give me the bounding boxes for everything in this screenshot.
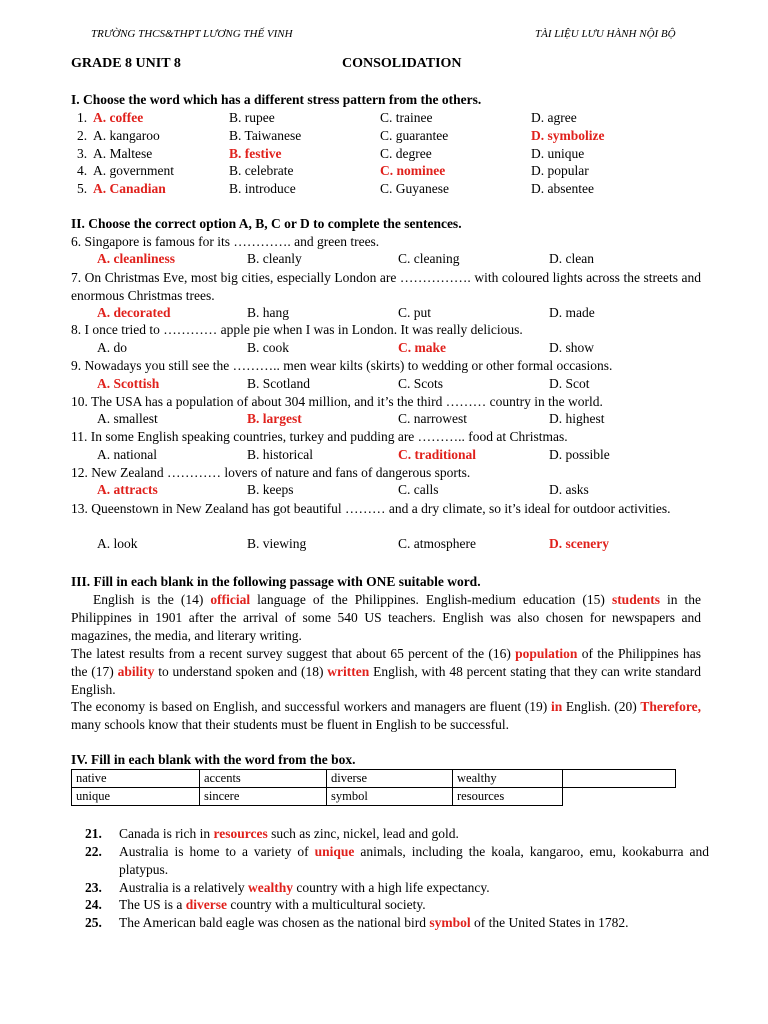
word-box [71, 769, 676, 806]
item-text-part: animals, including the koala, kangaroo, emu, kookaburra and platypus. [119, 844, 709, 877]
option-c: C. trainee [380, 110, 433, 125]
options-row [0, 251, 768, 269]
item-text [119, 896, 709, 914]
stress-question-row [0, 163, 768, 181]
question-12: 12. New Zealand ………… lovers of nature and fans of dangerous sports. [71, 465, 471, 480]
question-10: 10. The USA has a population of about 304 million, and it’s the third ……… country in the world. [71, 394, 603, 409]
option-d: D. made [549, 305, 595, 320]
question-number: 5. [77, 181, 88, 196]
option-b: B. cook [247, 340, 289, 355]
word-cell: accents [200, 770, 327, 788]
option-c: C. make [398, 340, 446, 355]
option-a: A. government [93, 163, 174, 178]
option-b: B. keeps [247, 482, 294, 497]
option-d: D. symbolize [531, 128, 605, 143]
fill-item-22 [85, 843, 709, 879]
item-text [119, 825, 709, 843]
option-b: B. Taiwanese [229, 128, 302, 143]
passage-text: of the Philippines has the (17) [71, 646, 702, 679]
option-c: C. Guyanese [380, 181, 449, 196]
word-box-row [72, 770, 676, 788]
option-a: A. cleanliness [97, 251, 176, 266]
item-answer: wealthy [247, 880, 293, 895]
options-row [0, 340, 768, 358]
options-row [0, 447, 768, 465]
section-3-title: III. Fill in each blank in the following passage with ONE suitable word. [71, 574, 481, 589]
option-b: B. rupee [229, 110, 275, 125]
word-cell: wealthy [453, 770, 563, 788]
options-row [0, 536, 768, 554]
passage-text: in the Philippines in 1901 after the arrival of some 540 US teachers. English was also chosen for newspapers and magazines, the media, and literary writing. [71, 592, 702, 643]
word-cell: symbol [327, 788, 453, 806]
stress-question-row [0, 181, 768, 199]
fill-item-23 [85, 879, 705, 897]
option-b: B. viewing [247, 536, 307, 551]
word-cell: resources [453, 788, 563, 806]
option-d: D. clean [549, 251, 594, 266]
option-c: C. atmosphere [398, 536, 476, 551]
option-a: A. decorated [97, 305, 171, 320]
passage-paragraph-3 [71, 698, 701, 734]
item-text-part: Canada is rich in [119, 826, 214, 841]
word-cell: diverse [327, 770, 453, 788]
item-answer: resources [213, 826, 268, 841]
word-cell: unique [72, 788, 200, 806]
item-answer: symbol [429, 915, 471, 930]
option-a: A. Scottish [97, 376, 160, 391]
answer-16: population [515, 646, 578, 661]
item-text-part: of the United States in 1782. [470, 915, 629, 930]
stress-question-row [0, 128, 768, 146]
answer-15: students [611, 592, 660, 607]
table-gap [563, 788, 676, 806]
option-d: D. scenery [549, 536, 609, 551]
answer-14: official [210, 592, 251, 607]
fill-item-21 [85, 825, 705, 843]
option-a: A. kangaroo [93, 128, 160, 143]
options-row [0, 411, 768, 429]
stress-question-row [0, 110, 768, 128]
passage-text: many schools know that their students must be fluent in English to be successful. [71, 717, 509, 732]
question-7: 7. On Christmas Eve, most big cities, especially London are ……………. with coloured lights across the streets and enormous Christmas trees. [71, 270, 701, 303]
option-b: B. hang [247, 305, 289, 320]
answer-18: written [327, 664, 370, 679]
answer-19: in [550, 699, 563, 714]
question-number: 3. [77, 146, 88, 161]
word-cell: native [72, 770, 200, 788]
question-number: 2. [77, 128, 88, 143]
internal-doc-note: TÀI LIỆU LƯU HÀNH NỘI BỘ [535, 28, 676, 40]
option-c: C. calls [398, 482, 439, 497]
option-d: D. unique [531, 146, 585, 161]
option-d: D. possible [549, 447, 610, 462]
fill-item-24 [85, 896, 705, 914]
item-answer: diverse [185, 897, 227, 912]
item-number: 25. [85, 915, 102, 930]
option-b: B. Scotland [247, 376, 310, 391]
item-text [119, 843, 709, 879]
option-d: D. asks [549, 482, 589, 497]
option-c: C. degree [380, 146, 432, 161]
passage-paragraph-1 [71, 591, 701, 645]
passage-paragraph-2 [71, 645, 701, 699]
item-text-part: country with a high life expectancy. [292, 880, 490, 895]
option-a: A. do [97, 340, 127, 355]
word-cell: sincere [200, 788, 327, 806]
item-number: 21. [85, 826, 102, 841]
option-a: A. Maltese [93, 146, 153, 161]
option-b: B. historical [247, 447, 313, 462]
grade-title: GRADE 8 UNIT 8 [71, 56, 181, 71]
consolidation-title: CONSOLIDATION [342, 56, 462, 71]
passage-text: English is the (14) [93, 592, 211, 607]
option-d: D. agree [531, 110, 577, 125]
item-text-part: country with a multicultural society. [227, 897, 426, 912]
passage-text: English. (20) [562, 699, 641, 714]
word-box-row [72, 788, 676, 806]
option-a: A. national [97, 447, 157, 462]
school-header: TRƯỜNG THCS&THPT LƯƠNG THẾ VINH [91, 28, 293, 40]
section-4-title: IV. Fill in each blank with the word from the box. [71, 752, 356, 767]
passage-text: language of the Philippines. English-medium education (15) [250, 592, 612, 607]
option-c: C. guarantee [380, 128, 449, 143]
option-c: C. traditional [398, 447, 477, 462]
option-d: D. show [549, 340, 595, 355]
question-11: 11. In some English speaking countries, turkey and pudding are ……….. food at Christmas. [71, 429, 568, 444]
item-text-part: The US is a [119, 897, 186, 912]
option-b: B. introduce [229, 181, 296, 196]
answer-17: ability [117, 664, 155, 679]
item-text [119, 914, 709, 932]
option-c: C. nominee [380, 163, 446, 178]
option-a: A. Canadian [93, 181, 166, 196]
question-13: 13. Queenstown in New Zealand has got beautiful ……… and a dry climate, so it’s ideal for outdoor activities. [71, 501, 671, 516]
question-9: 9. Nowadays you still see the ……….. men wear kilts (skirts) to wedding or other formal occasions. [71, 358, 613, 373]
passage-text: to understand spoken and (18) [154, 664, 328, 679]
item-text-part: Australia is home to a variety of [119, 844, 315, 859]
option-b: B. celebrate [229, 163, 294, 178]
passage-text: English, with 48 percent stating that they can write standard English. [71, 664, 701, 697]
option-a: A. smallest [97, 411, 158, 426]
item-text-part: The American bald eagle was chosen as the national bird [119, 915, 430, 930]
item-answer: unique [314, 844, 355, 859]
item-text [119, 879, 709, 897]
question-6: 6. Singapore is famous for its …………. and green trees. [71, 234, 380, 249]
option-d: D. absentee [531, 181, 594, 196]
stress-question-row [0, 146, 768, 164]
item-number: 22. [85, 844, 102, 859]
question-8: 8. I once tried to ………… apple pie when I was in London. It was really delicious. [71, 322, 523, 337]
option-b: B. festive [229, 146, 282, 161]
item-number: 24. [85, 897, 102, 912]
option-d: D. Scot [549, 376, 590, 391]
option-b: B. largest [247, 411, 302, 426]
question-number: 1. [77, 110, 88, 125]
option-d: D. popular [531, 163, 589, 178]
options-row [0, 376, 768, 394]
option-c: C. cleaning [398, 251, 460, 266]
passage-text: The latest results from a recent survey suggest that about 65 percent of the (16) [71, 646, 516, 661]
answer-20: Therefore, [640, 699, 701, 714]
option-d: D. highest [549, 411, 605, 426]
option-a: A. look [97, 536, 138, 551]
option-a: A. attracts [97, 482, 158, 497]
options-row [0, 482, 768, 500]
section-2-title: II. Choose the correct option A, B, C or D to complete the sentences. [71, 216, 462, 231]
option-c: C. Scots [398, 376, 444, 391]
options-row [0, 305, 768, 323]
item-text-part: Australia is a relatively [119, 880, 248, 895]
item-text-part: such as zinc, nickel, lead and gold. [267, 826, 459, 841]
item-number: 23. [85, 880, 102, 895]
word-cell-empty [563, 770, 676, 788]
passage-text: The economy is based on English, and successful workers and managers are fluent (19) [71, 699, 551, 714]
option-c: C. put [398, 305, 432, 320]
fill-item-25 [85, 914, 705, 950]
option-a: A. coffee [93, 110, 144, 125]
option-b: B. cleanly [247, 251, 302, 266]
question-number: 4. [77, 163, 88, 178]
section-1-title: I. Choose the word which has a different stress pattern from the others. [71, 92, 482, 107]
option-c: C. narrowest [398, 411, 467, 426]
